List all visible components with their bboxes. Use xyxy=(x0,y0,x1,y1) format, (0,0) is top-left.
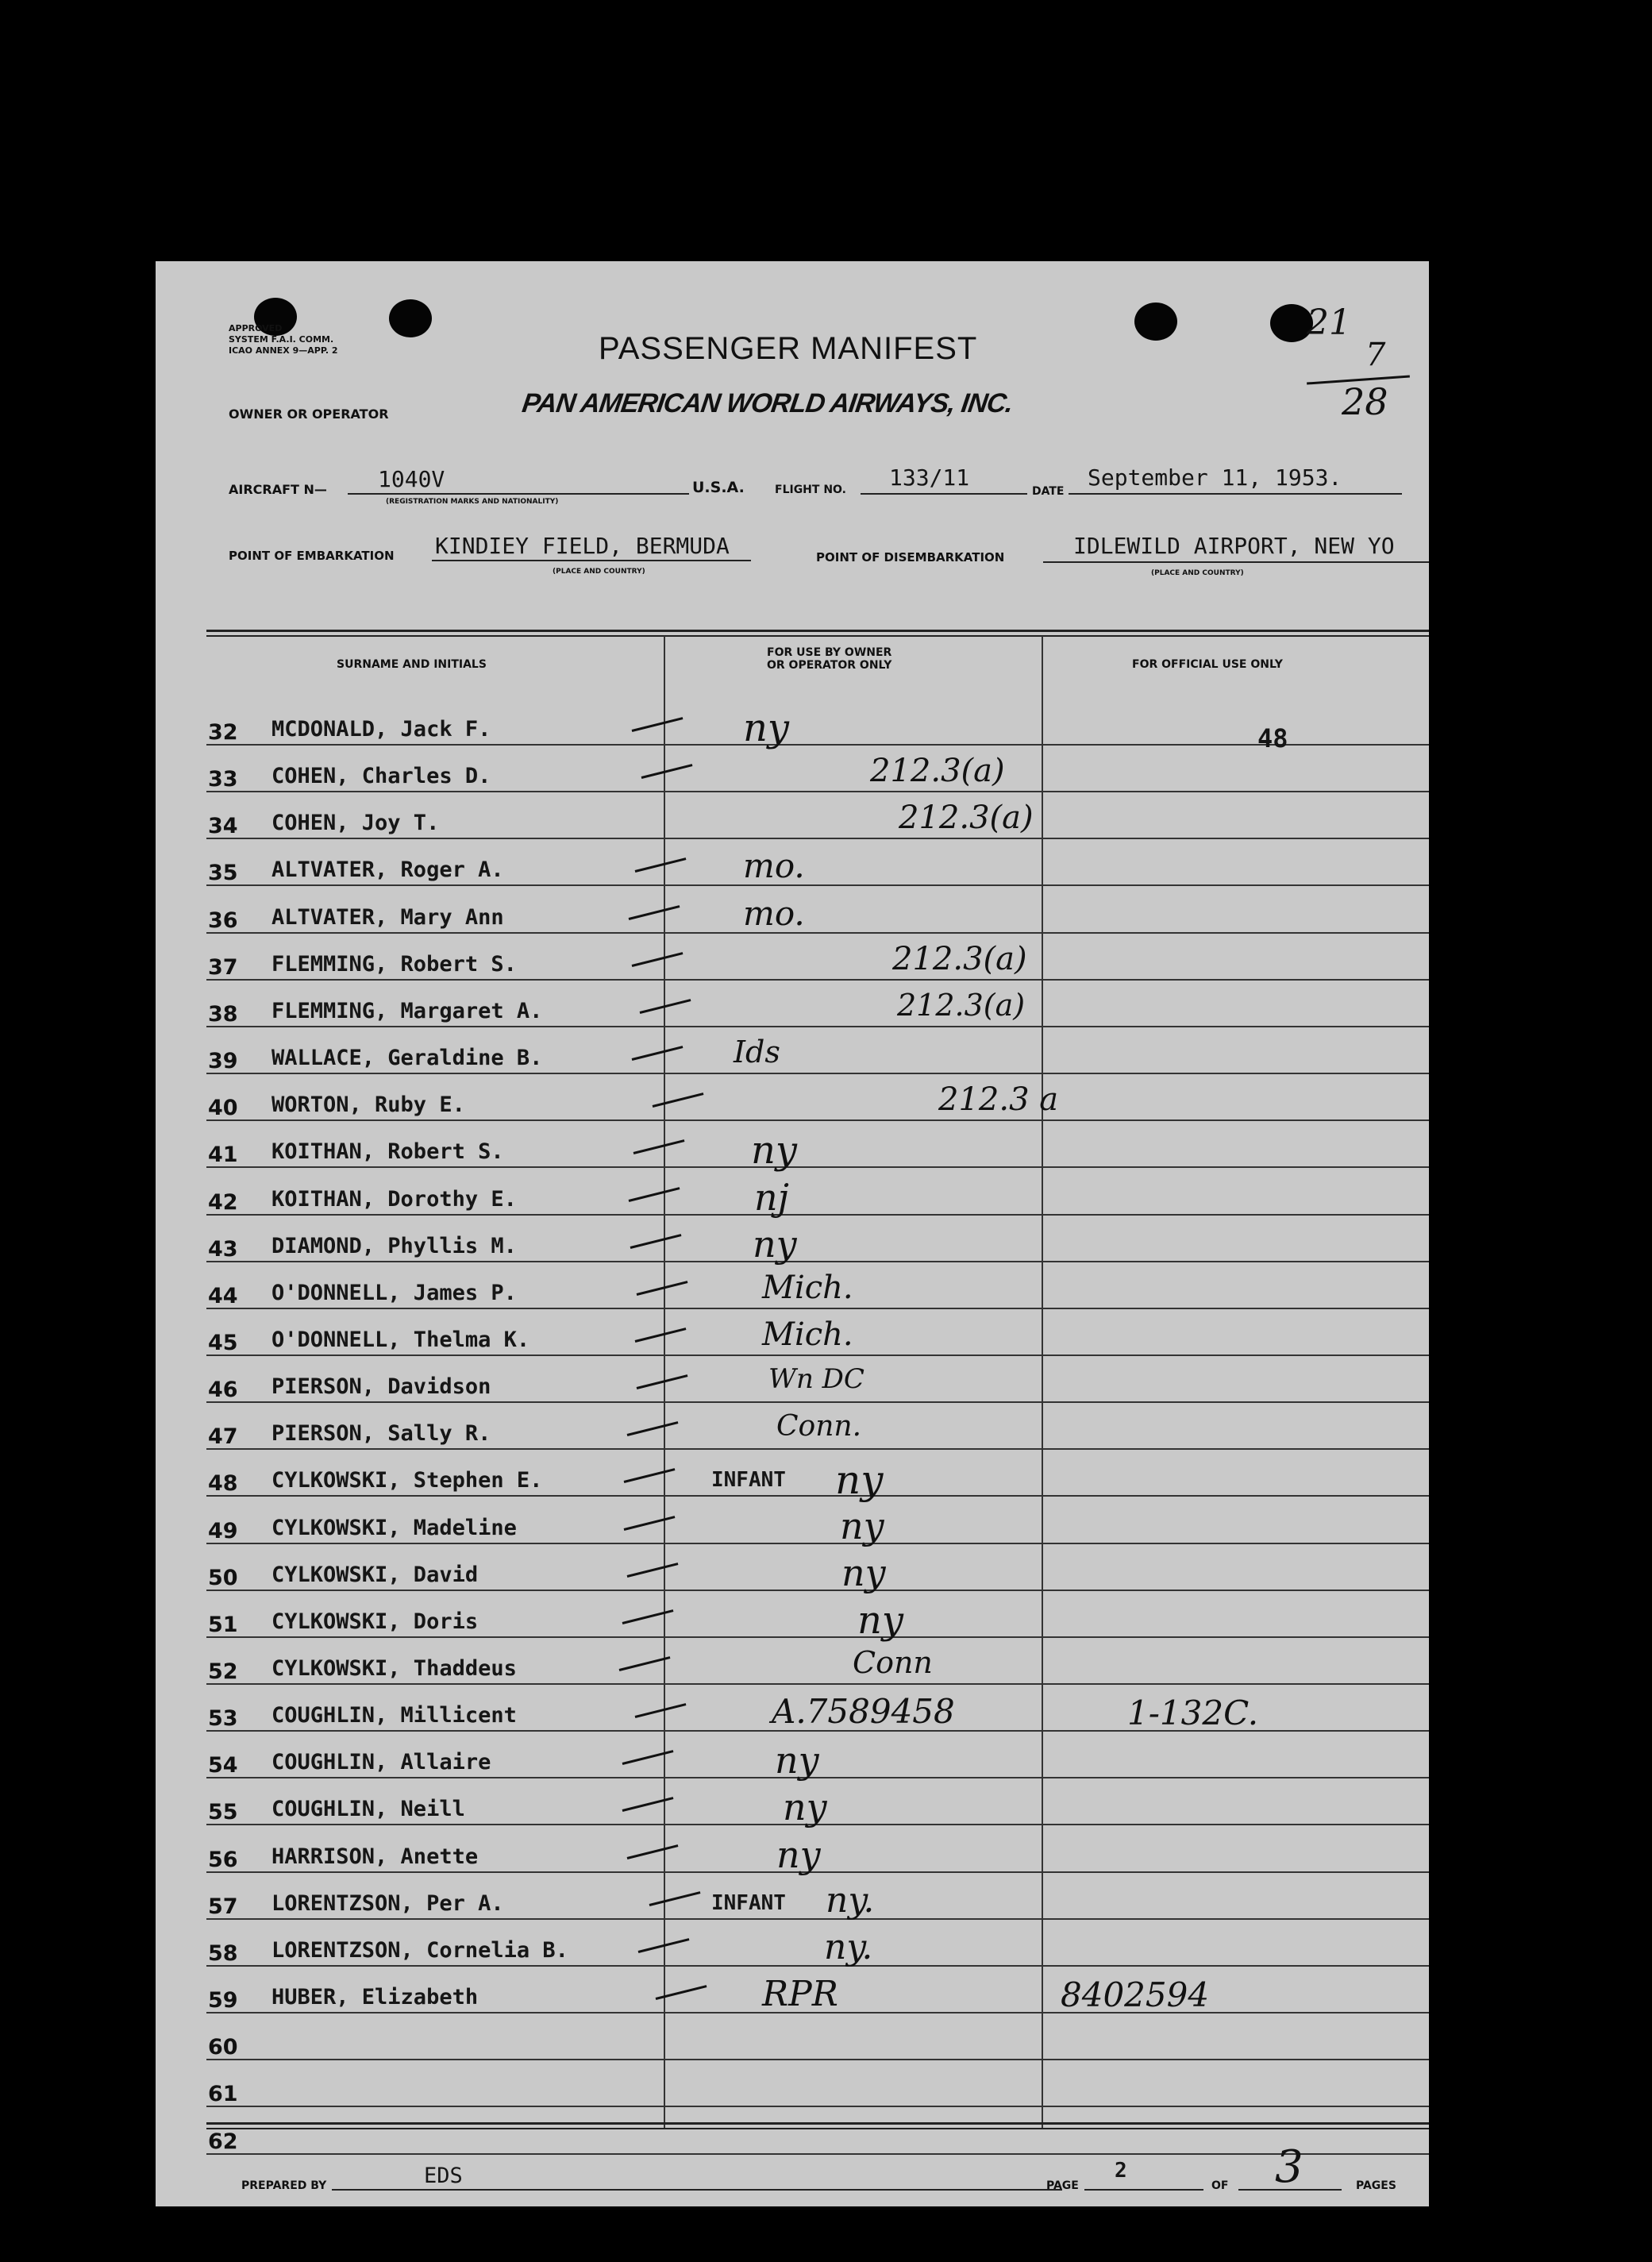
prepared-by: EDS xyxy=(424,2164,463,2188)
owner-label: OWNER OR OPERATOR xyxy=(229,407,389,422)
row-number: 43 xyxy=(208,1237,238,1262)
passenger-name: HUBER, Elizabeth xyxy=(271,1985,479,2010)
owner-note: Ids xyxy=(734,1035,780,1069)
check-mark xyxy=(641,764,693,779)
row-rule xyxy=(206,1448,1429,1450)
aircraft-number: 1040V xyxy=(378,466,445,492)
owner-note: ny xyxy=(775,1739,819,1782)
owner-note: ny xyxy=(753,1223,797,1266)
punch-hole xyxy=(1134,302,1177,341)
passenger-name: O'DONNELL, Thelma K. xyxy=(271,1328,530,1352)
official-note: 1-132C. xyxy=(1127,1694,1259,1732)
col-header-surname: SURNAME AND INITIALS xyxy=(337,658,487,671)
check-mark xyxy=(622,1609,674,1624)
row-number: 60 xyxy=(208,2035,238,2060)
of-label: OF xyxy=(1211,2179,1229,2192)
check-mark xyxy=(627,1421,679,1436)
passenger-name: DIAMOND, Phyllis M. xyxy=(271,1234,517,1258)
flight-underline xyxy=(861,493,1027,495)
passenger-name: KOITHAN, Robert S. xyxy=(271,1139,504,1164)
pages-label: PAGES xyxy=(1356,2179,1396,2192)
passenger-name: COUGHLIN, Neill xyxy=(271,1797,465,1821)
aircraft-underline xyxy=(348,493,689,495)
row-number: 57 xyxy=(208,1894,238,1919)
row-rule xyxy=(206,791,1429,792)
flight-date: September 11, 1953. xyxy=(1088,464,1342,491)
passenger-name: FLEMMING, Robert S. xyxy=(271,952,517,977)
row-number: 58 xyxy=(208,1941,238,1966)
check-mark xyxy=(653,1092,704,1108)
col-header-official: FOR OFFICIAL USE ONLY xyxy=(1132,658,1283,671)
row-number: 62 xyxy=(208,2129,238,2154)
col-header-owner-2: OR OPERATOR ONLY xyxy=(767,659,892,672)
check-mark xyxy=(622,1750,674,1765)
check-mark xyxy=(637,1281,688,1296)
row-number: 42 xyxy=(208,1190,238,1215)
table-bottom-rule xyxy=(206,2122,1429,2125)
row-rule xyxy=(206,1308,1429,1309)
row-number: 36 xyxy=(208,908,238,933)
passenger-name: COUGHLIN, Millicent xyxy=(271,1703,517,1728)
passenger-name: WORTON, Ruby E. xyxy=(271,1092,465,1117)
check-mark xyxy=(630,1234,682,1249)
row-number: 45 xyxy=(208,1331,238,1355)
passenger-name: COHEN, Charles D. xyxy=(271,764,491,788)
row-rule xyxy=(206,838,1429,839)
check-mark xyxy=(637,1374,688,1389)
owner-note: 212.3 a xyxy=(938,1081,1059,1118)
owner-note: ny xyxy=(841,1551,886,1594)
passenger-name: CYLKOWSKI, Doris xyxy=(271,1609,479,1634)
row-number: 46 xyxy=(208,1378,238,1402)
check-mark xyxy=(629,905,680,920)
table-top-rule-2 xyxy=(206,635,1429,637)
passenger-name: ALTVATER, Roger A. xyxy=(271,857,504,882)
row-number: 55 xyxy=(208,1800,238,1825)
row-number: 47 xyxy=(208,1424,238,1449)
flight-number: 133/11 xyxy=(889,464,970,491)
row-rule xyxy=(206,1073,1429,1074)
owner-note: ny xyxy=(743,706,790,750)
row-number: 59 xyxy=(208,1988,238,2013)
official-note: 8402594 xyxy=(1061,1975,1210,2014)
row-rule xyxy=(206,1261,1429,1262)
embark-caption: (PLACE AND COUNTRY) xyxy=(553,568,645,576)
passenger-name: O'DONNELL, James P. xyxy=(271,1281,517,1305)
passenger-name: PIERSON, Sally R. xyxy=(271,1421,491,1446)
embark-label: POINT OF EMBARKATION xyxy=(229,549,395,563)
row-rule xyxy=(206,1119,1429,1121)
row-number: 41 xyxy=(208,1143,238,1167)
page-label: PAGE xyxy=(1046,2179,1079,2192)
check-mark xyxy=(627,1563,679,1578)
registration-caption: (REGISTRATION MARKS AND NATIONALITY) xyxy=(386,498,559,506)
column-divider-2 xyxy=(1042,636,1043,2129)
row-number: 48 xyxy=(208,1471,238,1496)
of-underline xyxy=(1238,2189,1342,2191)
row-rule xyxy=(206,1495,1429,1497)
check-mark xyxy=(624,1468,676,1483)
page-underline xyxy=(1084,2189,1203,2191)
passenger-name: COUGHLIN, Allaire xyxy=(271,1750,491,1775)
punch-hole xyxy=(389,299,432,337)
owner-note: ny xyxy=(783,1786,827,1828)
check-mark xyxy=(649,1891,701,1906)
passenger-name: COHEN, Joy T. xyxy=(271,811,440,835)
row-rule xyxy=(206,1214,1429,1216)
check-mark xyxy=(619,1656,671,1671)
table-top-rule xyxy=(206,630,1429,632)
check-mark xyxy=(635,1703,687,1718)
row-rule xyxy=(206,2059,1429,2060)
check-mark xyxy=(635,857,687,873)
owner-note: Conn xyxy=(853,1645,933,1680)
embark-underline xyxy=(432,560,751,561)
row-number: 56 xyxy=(208,1848,238,1872)
disembark-place: IDLEWILD AIRPORT, NEW YO xyxy=(1073,533,1395,559)
row-number: 38 xyxy=(208,1002,238,1027)
total-pages: 3 xyxy=(1275,2141,1304,2193)
col-header-owner-1: FOR USE BY OWNER xyxy=(767,646,892,659)
owner-note: ny xyxy=(776,1833,821,1876)
corner-note-3: 28 xyxy=(1342,380,1388,423)
row-number: 51 xyxy=(208,1613,238,1637)
owner-note: ny. xyxy=(824,1927,873,1967)
disembark-label: POINT OF DISEMBARKATION xyxy=(816,550,1005,565)
page-number: 2 xyxy=(1115,2159,1127,2183)
row-number: 44 xyxy=(208,1284,238,1308)
infant-label: INFANT xyxy=(711,1891,786,1915)
row-rule xyxy=(206,1401,1429,1403)
row-rule xyxy=(206,1683,1429,1685)
owner-note: ny xyxy=(835,1457,884,1503)
passenger-name: PIERSON, Davidson xyxy=(271,1374,491,1399)
row-rule xyxy=(206,932,1429,934)
check-mark xyxy=(632,1046,684,1061)
row-rule xyxy=(206,1918,1429,1920)
owner-note: Mich. xyxy=(762,1316,853,1353)
row-number: 50 xyxy=(208,1566,238,1590)
passenger-name: CYLKOWSKI, Thaddeus xyxy=(271,1656,517,1681)
passenger-name: HARRISON, Anette xyxy=(271,1844,479,1869)
row-rule xyxy=(206,2106,1429,2107)
row-number: 61 xyxy=(208,2082,238,2106)
approval-line-1: APPROVED xyxy=(229,323,283,333)
passenger-name: CYLKOWSKI, Stephen E. xyxy=(271,1468,543,1493)
owner-note: 212.3(a) xyxy=(892,941,1027,977)
passenger-name: CYLKOWSKI, David xyxy=(271,1563,479,1587)
row-number: 34 xyxy=(208,814,238,838)
check-mark xyxy=(622,1797,674,1812)
owner-note: mo. xyxy=(743,846,805,885)
flight-label: FLIGHT NO. xyxy=(775,484,846,496)
row-rule xyxy=(206,2153,1429,2155)
owner-note: ny. xyxy=(826,1880,875,1921)
check-mark xyxy=(627,1844,679,1859)
page-title: PASSENGER MANIFEST xyxy=(599,331,978,366)
passenger-name: WALLACE, Geraldine B. xyxy=(271,1046,543,1070)
passenger-name: CYLKOWSKI, Madeline xyxy=(271,1516,517,1540)
row-rule xyxy=(206,884,1429,886)
owner-note: nj xyxy=(754,1176,789,1219)
owner-note: mo. xyxy=(743,894,805,933)
passenger-name: FLEMMING, Margaret A. xyxy=(271,999,543,1023)
row-rule xyxy=(206,1026,1429,1027)
passenger-name: LORENTZSON, Cornelia B. xyxy=(271,1938,568,1963)
row-rule xyxy=(206,1590,1429,1591)
row-number: 49 xyxy=(208,1519,238,1543)
row-number: 53 xyxy=(208,1706,238,1731)
row-rule xyxy=(206,744,1429,746)
owner-note: 212.3(a) xyxy=(899,800,1034,836)
prepared-underline xyxy=(332,2189,1062,2191)
approval-line-2: SYSTEM F.A.I. COMM. xyxy=(229,334,334,345)
row-rule xyxy=(206,1355,1429,1356)
check-mark xyxy=(632,717,684,732)
row-rule xyxy=(206,1965,1429,1967)
check-mark xyxy=(629,1187,680,1202)
official-note: 48 xyxy=(1257,723,1288,753)
owner-note: ny xyxy=(751,1128,798,1173)
passenger-name: LORENTZSON, Per A. xyxy=(271,1891,504,1916)
disembark-caption: (PLACE AND COUNTRY) xyxy=(1151,569,1244,577)
corner-note-2: 7 xyxy=(1365,337,1386,373)
table-bottom-rule-2 xyxy=(206,2128,1429,2129)
passenger-name: ALTVATER, Mary Ann xyxy=(271,905,504,930)
approval-line-3: ICAO ANNEX 9—APP. 2 xyxy=(229,345,338,356)
row-number: 39 xyxy=(208,1049,238,1073)
check-mark xyxy=(624,1516,676,1531)
owner-note: RPR xyxy=(762,1974,838,2014)
owner-note: A.7589458 xyxy=(772,1692,955,1731)
embark-place: KINDIEY FIELD, BERMUDA xyxy=(435,533,730,559)
row-number: 37 xyxy=(208,955,238,980)
owner-note: 212.3(a) xyxy=(897,988,1026,1023)
row-number: 32 xyxy=(208,720,238,745)
row-rule xyxy=(206,1636,1429,1638)
owner-note: ny xyxy=(857,1598,904,1643)
row-rule xyxy=(206,1543,1429,1544)
row-number: 52 xyxy=(208,1659,238,1684)
operator-name: PAN AMERICAN WORLD AIRWAYS, INC. xyxy=(520,388,1015,418)
owner-note: Wn DC xyxy=(768,1363,865,1395)
corner-note-1: 21 xyxy=(1307,302,1351,343)
row-rule xyxy=(206,1166,1429,1168)
aircraft-label: AIRCRAFT N— xyxy=(229,482,327,497)
row-number: 54 xyxy=(208,1753,238,1778)
owner-note: Mich. xyxy=(762,1270,853,1306)
check-mark xyxy=(635,1328,687,1343)
row-number: 35 xyxy=(208,861,238,885)
prepared-label: PREPARED BY xyxy=(241,2179,327,2192)
passenger-name: KOITHAN, Dorothy E. xyxy=(271,1187,517,1212)
passenger-name: MCDONALD, Jack F. xyxy=(271,717,491,742)
manifest-sheet xyxy=(156,261,1429,2206)
row-rule xyxy=(206,979,1429,981)
row-number: 40 xyxy=(208,1096,238,1120)
owner-note: 212.3(a) xyxy=(870,753,1005,789)
check-mark xyxy=(640,999,691,1014)
row-number: 33 xyxy=(208,767,238,792)
date-label: DATE xyxy=(1032,485,1065,498)
check-mark xyxy=(632,952,684,967)
infant-label: INFANT xyxy=(711,1468,786,1492)
check-mark xyxy=(633,1139,685,1154)
usa-label: U.S.A. xyxy=(692,479,745,496)
disembark-underline xyxy=(1043,561,1429,563)
date-underline xyxy=(1069,493,1402,495)
owner-note: Conn. xyxy=(776,1410,862,1443)
owner-note: ny xyxy=(840,1505,884,1547)
